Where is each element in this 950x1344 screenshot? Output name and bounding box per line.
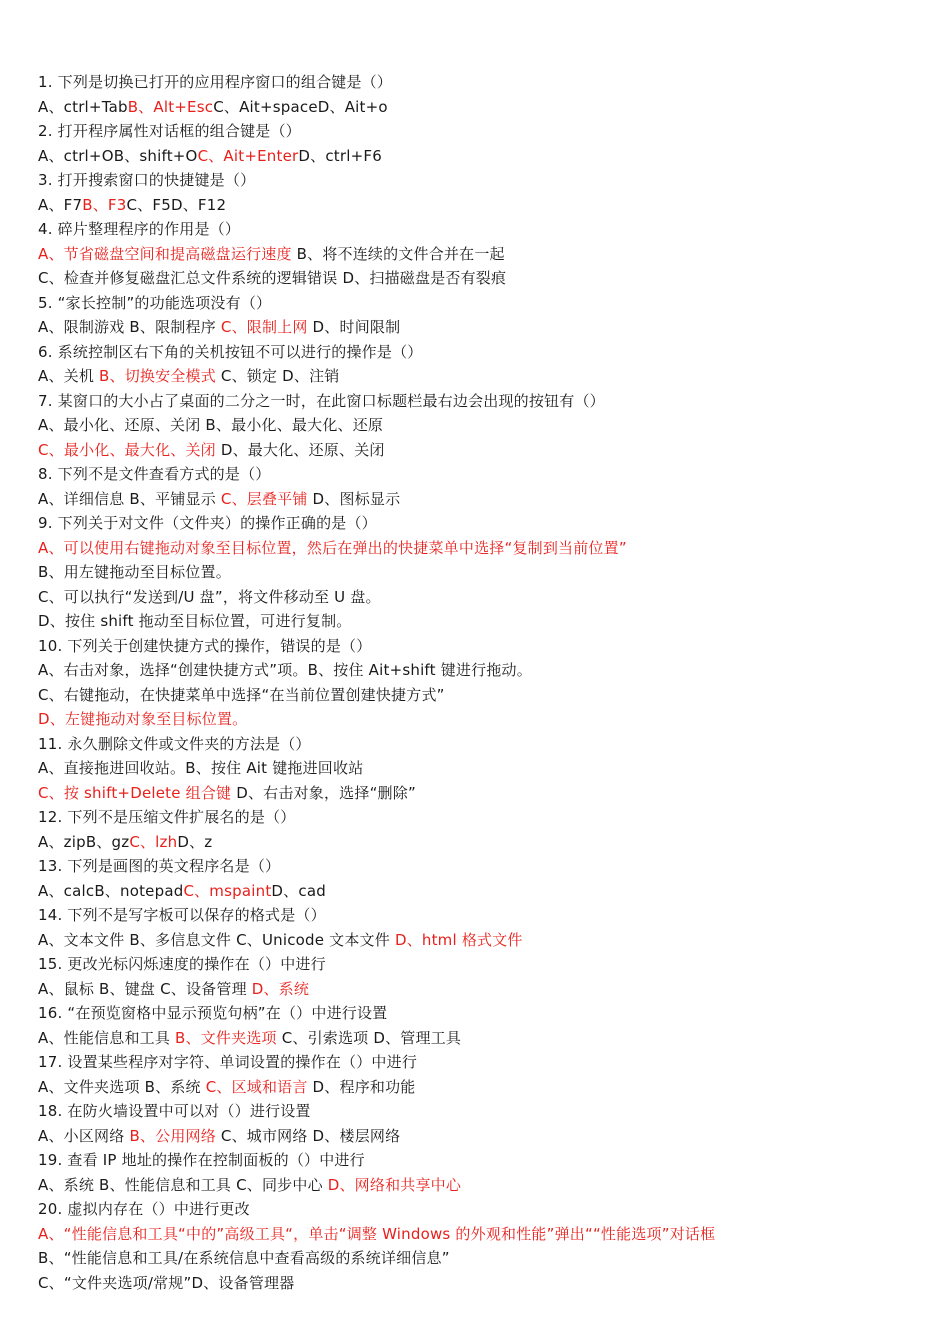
- question-text: 8. 下列不是文件查看方式的是（）: [38, 465, 271, 483]
- answer-text: A、节省磁盘空间和提高磁盘运行速度: [38, 244, 292, 263]
- answer-text: B、文件夹选项: [175, 1028, 277, 1047]
- text-line: [38, 658, 938, 683]
- text-line: [38, 95, 938, 120]
- question-text: B、用左键拖动至目标位置。: [38, 563, 231, 581]
- text-line: [38, 70, 938, 95]
- question-text: 14. 下列不是写字板可以保存的格式是（）: [38, 906, 326, 924]
- answer-text: C、Ait+Enter: [197, 146, 299, 165]
- question-text: 5. “家长控制”的功能选项没有（）: [38, 293, 272, 312]
- question-text: 7. 某窗口的大小占了桌面的二分之一时，在此窗口标题栏最右边会出现的按钮有（）: [38, 391, 605, 410]
- question-text: C、可以执行“发送到/U 盘”，将文件移动至 U 盘。: [38, 587, 381, 606]
- text-line: [38, 879, 938, 904]
- answer-text: C、mspaint: [183, 881, 272, 900]
- text-line: [38, 242, 938, 267]
- text-line: [38, 952, 938, 977]
- text-line: [38, 634, 938, 659]
- text-line: [38, 291, 938, 316]
- text-line: [38, 1222, 938, 1247]
- question-text: A、小区网络: [38, 1126, 130, 1145]
- question-text: 6. 系统控制区右下角的关机按钮不可以进行的操作是（）: [38, 342, 423, 361]
- text-line: [38, 340, 938, 365]
- question-text: 18. 在防火墙设置中可以对（）进行设置: [38, 1102, 311, 1120]
- question-text: 19. 查看 IP 地址的操作在控制面板的（）中进行: [38, 1151, 365, 1169]
- text-line: [38, 438, 938, 463]
- text-line: [38, 707, 938, 732]
- text-line: [38, 1271, 938, 1296]
- question-text: C、右键拖动，在快捷菜单中选择“在当前位置创建快捷方式”: [38, 685, 445, 704]
- question-text: A、文件夹选项 B、系统: [38, 1077, 206, 1096]
- question-text: C、F5D、F12: [126, 195, 227, 214]
- question-text: A、直接拖进回收站。B、按住 Ait 键拖进回收站: [38, 759, 364, 777]
- text-line: [38, 413, 938, 438]
- question-text: A、zipB、gz: [38, 832, 130, 851]
- answer-text: B、公用网络: [129, 1126, 216, 1145]
- question-text: A、最小化、还原、关闭 B、最小化、最大化、还原: [38, 416, 384, 434]
- text-line: [38, 462, 938, 487]
- question-text: A、右击对象，选择“创建快捷方式”项。B、按住 Ait+shift 键进行拖动。: [38, 661, 532, 679]
- question-text: 11. 永久删除文件或文件夹的方法是（）: [38, 734, 311, 753]
- answer-text: C、按 shift+Delete 组合键: [38, 783, 232, 802]
- question-text: A、关机: [38, 367, 100, 385]
- text-line: [38, 315, 938, 340]
- question-text: 13. 下列是画图的英文程序名是（）: [38, 857, 281, 875]
- text-line: [38, 389, 938, 414]
- text-line: [38, 1050, 938, 1075]
- question-text: D、最大化、还原、关闭: [215, 440, 385, 459]
- question-text: C、检查并修复磁盘汇总文件系统的逻辑错误 D、扫描磁盘是否有裂痕: [38, 269, 507, 287]
- text-line: [38, 977, 938, 1002]
- answer-text: B、切换安全模式: [99, 367, 216, 385]
- question-text: A、ctrl+Tab: [38, 97, 128, 116]
- question-text: C、Ait+spaceD、Ait+o: [213, 97, 388, 116]
- question-text: 2. 打开程序属性对话框的组合键是（）: [38, 122, 301, 140]
- question-text: A、性能信息和工具: [38, 1028, 176, 1047]
- answer-text: D、系统: [251, 979, 310, 998]
- text-line: [38, 193, 938, 218]
- question-text: C、引索选项 D、管理工具: [276, 1028, 462, 1047]
- question-text: 17. 设置某些程序对字符、单词设置的操作在（）中进行: [38, 1053, 418, 1071]
- question-text: D、图标显示: [307, 489, 401, 508]
- question-text: A、详细信息 B、平铺显示: [38, 489, 221, 508]
- text-line: [38, 1148, 938, 1173]
- text-line: [38, 830, 938, 855]
- text-line: [38, 683, 938, 708]
- text-line: [38, 1124, 938, 1149]
- answer-text: C、lzh: [129, 832, 178, 851]
- question-text: C、城市网络 D、楼层网络: [215, 1126, 401, 1145]
- text-line: [38, 144, 938, 169]
- question-text: B、“性能信息和工具/在系统信息中查看高级的系统详细信息”: [38, 1249, 450, 1267]
- question-text: 12. 下列不是压缩文件扩展名的是（）: [38, 808, 296, 826]
- text-line: [38, 854, 938, 879]
- text-line: [38, 903, 938, 928]
- question-text: D、z: [177, 832, 213, 851]
- text-line: [38, 536, 938, 561]
- text-line: [38, 1026, 938, 1051]
- question-text: 20. 虚拟内存在（）中进行更改: [38, 1200, 250, 1218]
- question-text: A、F7: [38, 195, 83, 214]
- question-text: A、ctrl+OB、shift+O: [38, 146, 198, 165]
- question-text: D、程序和功能: [307, 1077, 416, 1096]
- text-line: [38, 805, 938, 830]
- answer-text: B、Alt+Esc: [127, 97, 214, 116]
- question-text: 1. 下列是切换已打开的应用程序窗口的组合键是（）: [38, 73, 393, 91]
- question-text: B、将不连续的文件合并在一起: [291, 244, 505, 263]
- text-line: [38, 364, 938, 389]
- question-text: A、calcB、notepad: [38, 881, 184, 900]
- question-text: D、时间限制: [307, 318, 401, 336]
- text-line: [38, 1173, 938, 1198]
- text-line: [38, 168, 938, 193]
- answer-text: C、限制上网: [220, 318, 308, 336]
- question-text: 16. “在预览窗格中显示预览句柄”在（）中进行设置: [38, 1004, 388, 1022]
- answer-text: B、F3: [82, 195, 127, 214]
- answer-text: D、html 格式文件: [394, 930, 523, 949]
- text-line: [38, 1197, 938, 1222]
- text-line: [38, 609, 938, 634]
- text-line: [38, 585, 938, 610]
- answer-text: D、网络和共享中心: [327, 1175, 462, 1194]
- answer-text: A、可以使用右键拖动对象至目标位置，然后在弹出的快捷菜单中选择“复制到当前位置”: [38, 538, 627, 557]
- question-text: 3. 打开搜索窗口的快捷键是（）: [38, 171, 256, 189]
- text-line: [38, 928, 938, 953]
- text-line: [38, 487, 938, 512]
- question-text: D、cad: [271, 881, 326, 900]
- question-text: 15. 更改光标闪烁速度的操作在（）中进行: [38, 955, 326, 973]
- question-text: C、锁定 D、注销: [215, 367, 340, 385]
- text-line: [38, 781, 938, 806]
- question-text: 4. 碎片整理程序的作用是（）: [38, 220, 241, 238]
- text-line: [38, 732, 938, 757]
- question-text: A、文本文件 B、多信息文件 C、Unicode 文本文件: [38, 930, 395, 949]
- question-text: D、右击对象，选择“删除”: [231, 783, 416, 802]
- text-line: [38, 1099, 938, 1124]
- question-text: 10. 下列关于创建快捷方式的操作，错误的是（）: [38, 636, 372, 655]
- answer-text: C、层叠平铺: [220, 489, 308, 508]
- answer-text: C、区域和语言: [205, 1077, 308, 1096]
- question-text: A、系统 B、性能信息和工具 C、同步中心: [38, 1175, 328, 1194]
- document-body: [38, 70, 938, 1295]
- text-line: [38, 1246, 938, 1271]
- text-line: [38, 119, 938, 144]
- question-text: D、ctrl+F6: [298, 146, 382, 165]
- text-line: [38, 1001, 938, 1026]
- question-text: C、“文件夹选项/常规”D、设备管理器: [38, 1273, 295, 1292]
- question-text: A、限制游戏 B、限制程序: [38, 318, 221, 336]
- text-line: [38, 217, 938, 242]
- text-line: [38, 511, 938, 536]
- answer-text: D、左键拖动对象至目标位置。: [38, 710, 248, 728]
- answer-text: C、最小化、最大化、关闭: [38, 440, 216, 459]
- question-text: 9. 下列关于对文件（文件夹）的操作正确的是（）: [38, 514, 377, 532]
- answer-text: A、“性能信息和工具“中的”高级工具“，单击“调整 Windows 的外观和性能”弹出““性能选项”对话框: [38, 1224, 716, 1243]
- question-text: D、按住 shift 拖动至目标位置，可进行复制。: [38, 612, 352, 630]
- question-text: A、鼠标 B、键盘 C、设备管理: [38, 979, 252, 998]
- text-line: [38, 1075, 938, 1100]
- text-line: [38, 756, 938, 781]
- text-line: [38, 266, 938, 291]
- text-line: [38, 560, 938, 585]
